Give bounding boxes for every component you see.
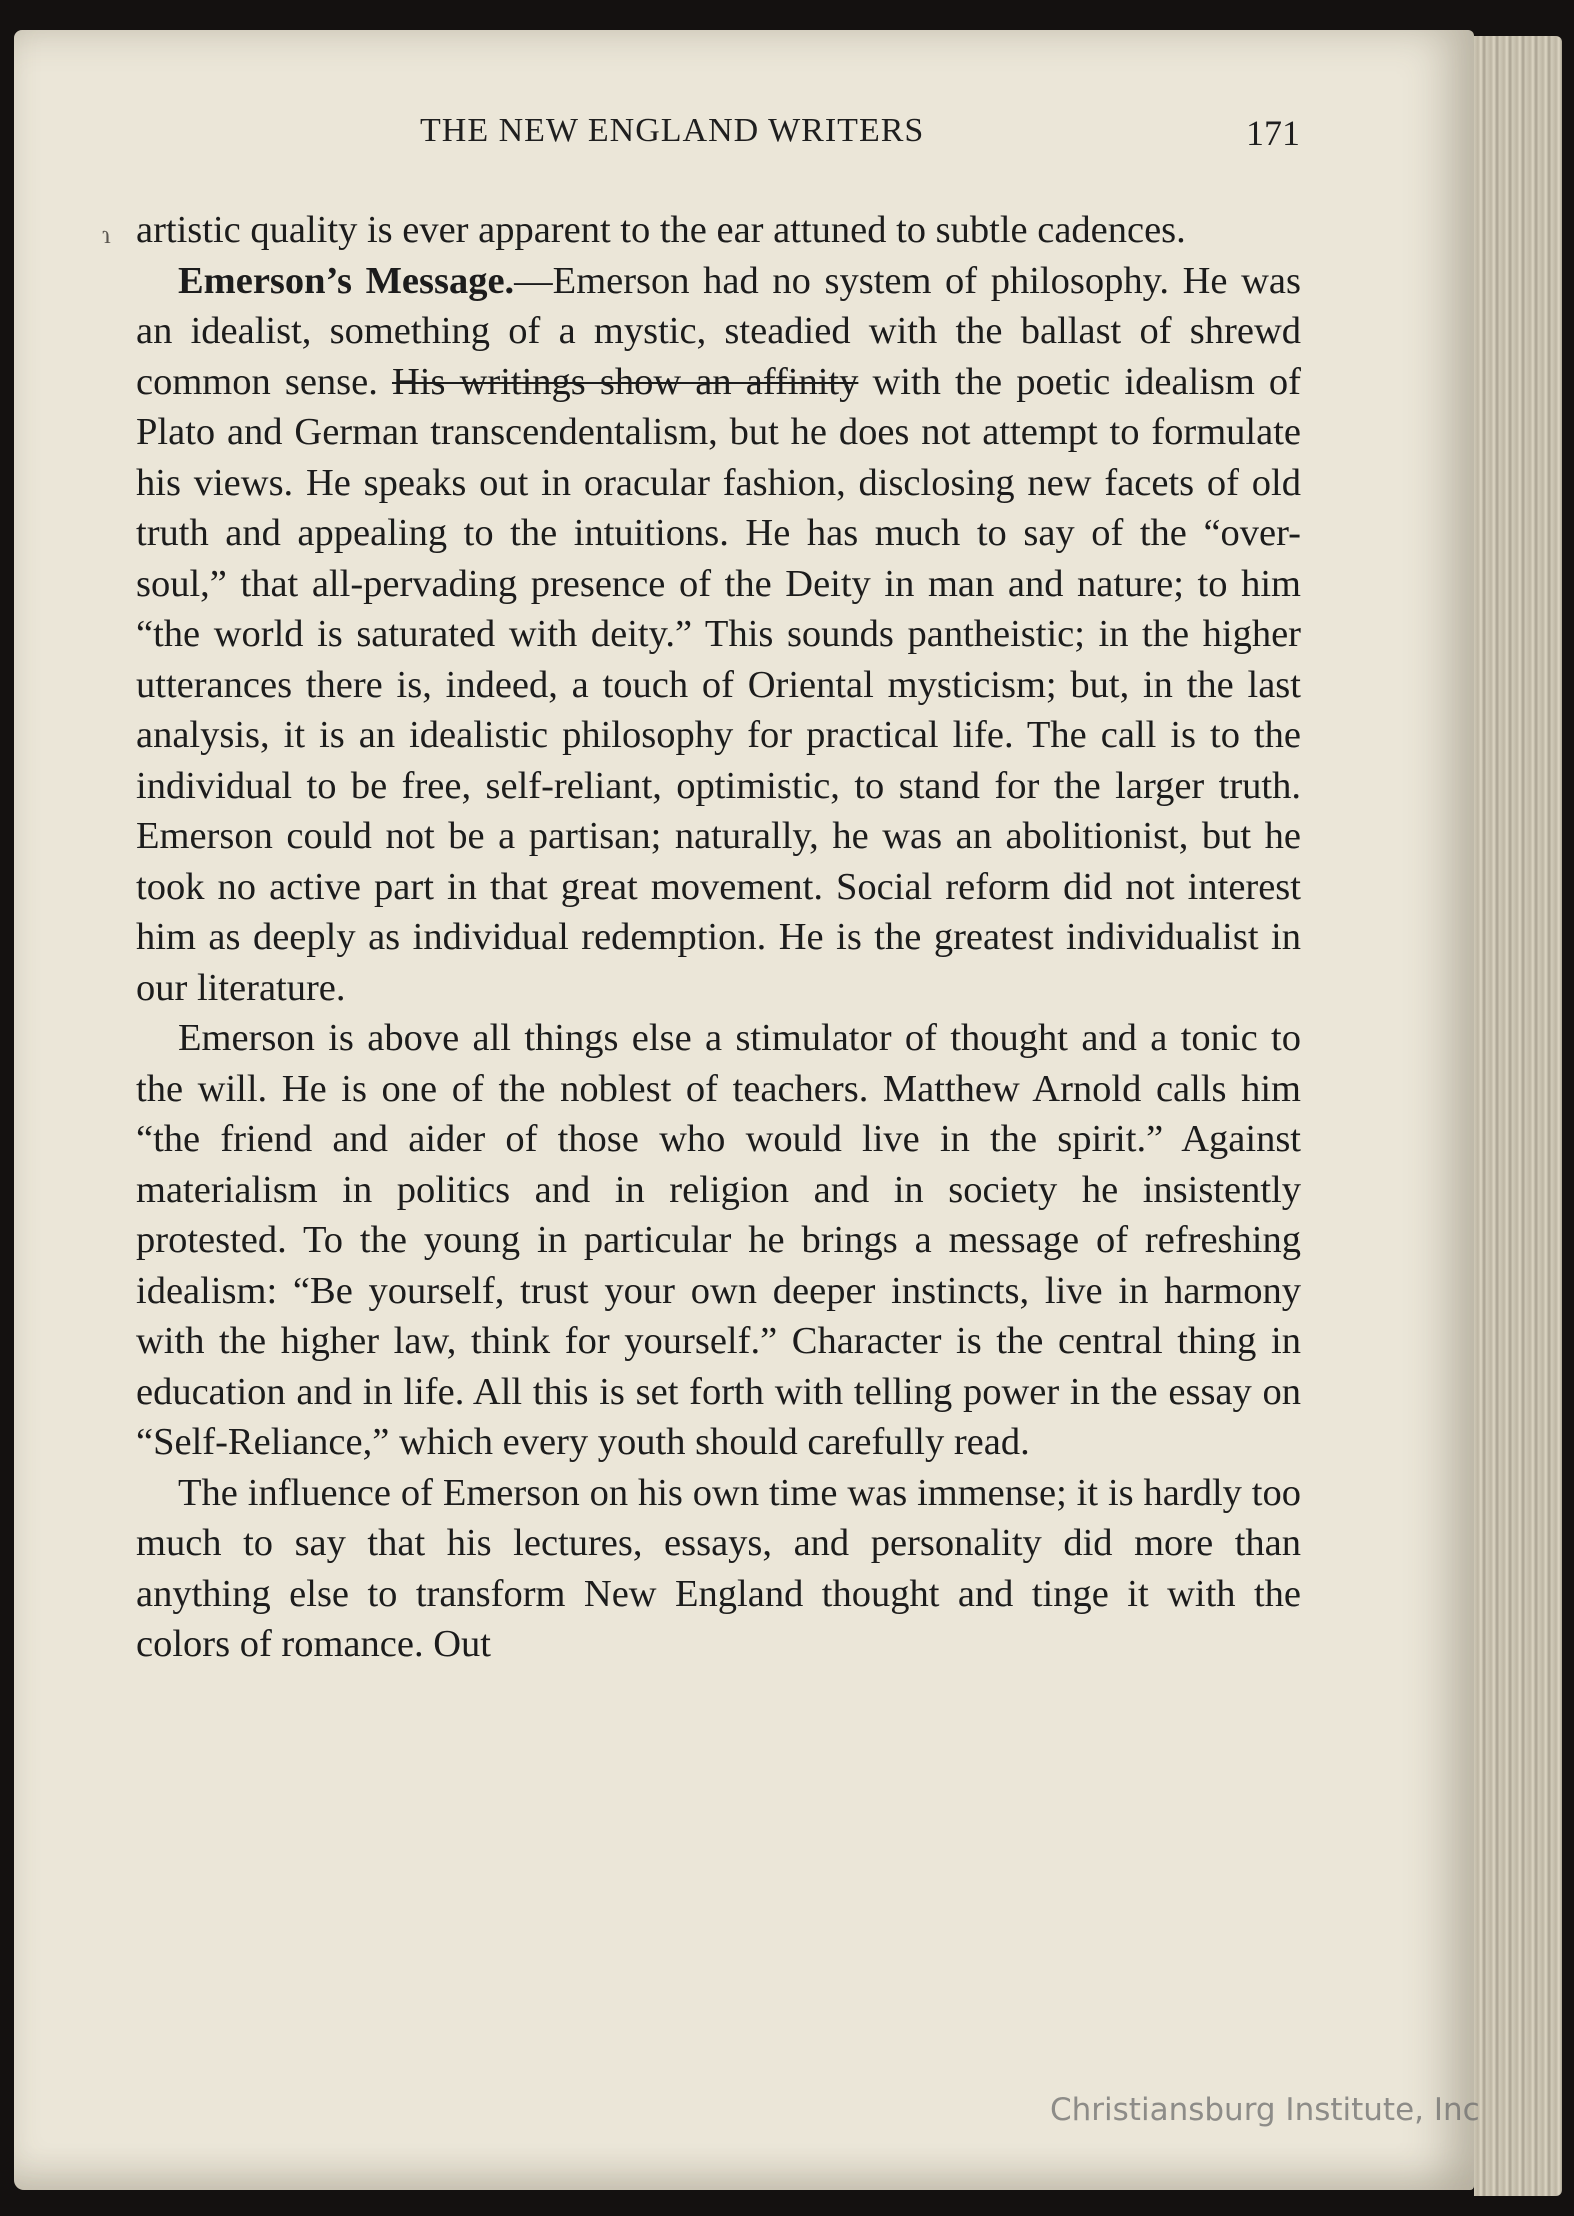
section-heading: Emerson’s Message. [178, 259, 515, 302]
margin-pencil-mark: ɿ [102, 220, 111, 249]
paragraph-emersons-message [136, 256, 1301, 1014]
page-number: 171 [1246, 113, 1300, 153]
page-edges [1474, 36, 1562, 2196]
paragraph-text: —Emerson had no system of philosophy. He was an idealist, something of a mystic, steadied with the ballast of shrewd common sense. [136, 259, 1301, 403]
paragraph-continuation: artistic quality is ever apparent to the ear attuned to subtle cadences. [136, 209, 1186, 251]
struck-through-text: His writings show an affinity [391, 360, 859, 403]
paragraph-influence: The influence of Emerson on his own time was immense; it is hardly too much to say that his lectures, essays, and personality did more than anything else to transform New England thought and tinge it with the colors of romance. Out [136, 1471, 1301, 1665]
running-head: THE NEW ENGLAND WRITERS [420, 112, 925, 149]
paragraph-stimulator: Emerson is above all things else a stimulator of thought and a tonic to the will. He is one of the noblest of teachers. Matthew Arnold calls him “the friend and aider of those who would live in the spirit.” Against materialism in politics and in religion and in society he insistently protested. To the young in particular he brings a message of refreshing idealism: “Be yourself, trust your own deeper instincts, live in harmony with the higher law, think for yourself.” Character is the central thing in education and in life. All this is set forth with telling power in the essay on “Self-Reliance,” which every youth should carefully read. [136, 1017, 1301, 1463]
paragraph-text: with the poetic idealism of Plato and German transcendentalism, but he does not attempt to formulate his views. He speaks out in oracular fashion, disclosing new facets of old truth and appealing to the intuitions. He has much to say of the “over-soul,” that all-pervading presence of the Deity in man and nature; to him “the world is saturated with deity.” This sounds pantheistic; in the higher utterances there is, indeed, a touch of Oriental mysticism; but, in the last analysis, it is an idealistic philosophy for practical life. The call is to the individual to be free, self-reliant, optimistic, to stand for the larger truth. Emerson could not be a partisan; naturally, he was an abolitionist, but he took no active part in that great movement. Social reform did not interest him as deeply as individual redemption. He is the greatest individualist in our literature. [136, 360, 1302, 1009]
body-text [136, 205, 1301, 1670]
page-header [140, 112, 1300, 162]
watermark: Christiansburg Institute, Inc [1050, 2092, 1480, 2128]
